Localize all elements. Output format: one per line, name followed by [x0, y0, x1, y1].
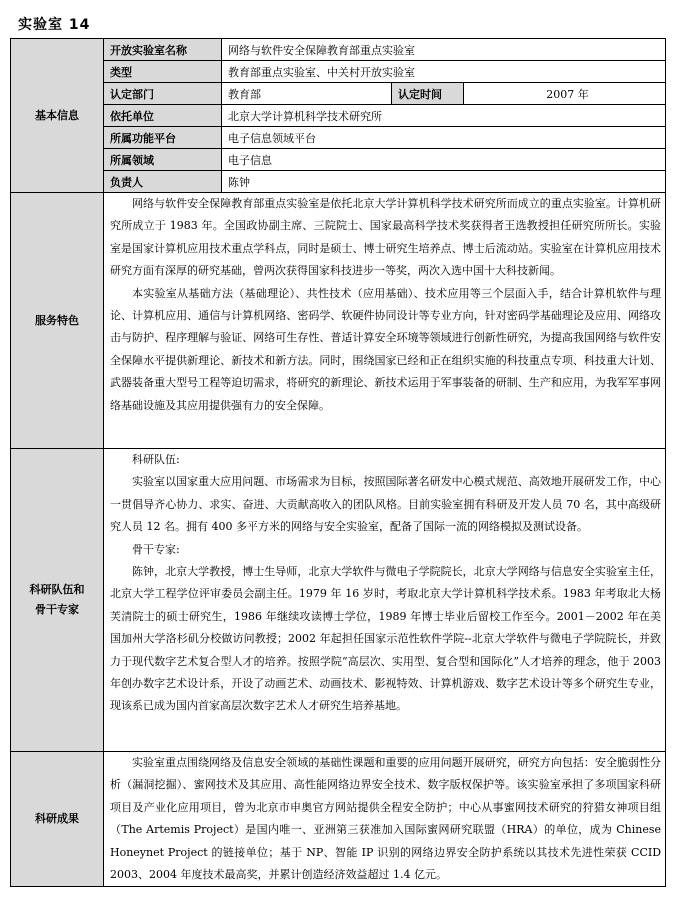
value-field: 电子信息 [222, 149, 666, 171]
row-lab-name [11, 39, 666, 61]
value-host: 北京大学计算机科学技术研究所 [222, 105, 666, 127]
row-leader [11, 171, 666, 193]
row-results [11, 752, 666, 887]
row-type [11, 61, 666, 83]
row-team [11, 449, 666, 752]
team-text [104, 449, 666, 752]
row-service [11, 193, 666, 449]
page-title: 实验室 14 [18, 17, 91, 33]
value-dept: 教育部 [222, 83, 392, 105]
label-lab-name: 开放实验室名称 [104, 39, 222, 61]
lab-info-table [10, 38, 666, 887]
results-text [104, 752, 666, 887]
team-paragraph: 实验室以国家重大应用问题、市场需求为目标，按照国际著名研发中心模式规范、高效地开展研发工作，中心一贯倡导齐心协力、求实、奋进、大贡献高收入的团队风格。目前实验室拥有科研及开发人员 70 名，其中高级研究人员 12 名。拥有 400 多平方米的网络与安全实验室，配备了国际一流的网络模拟及测试设备。 [110, 475, 662, 534]
expert-heading: 骨干专家: [132, 542, 180, 556]
service-paragraph: 网络与软件安全保障教育部重点实验室是依托北京大学计算机科学技术研究所而成立的重点实验室。计算机研究所成立于 1983 年。全国政协副主席、三院院士、国家最高科学技术奖获得者王选教授担任研究所所长。实验室是国家计算机应用技术重点学科点，同时是硕士、博士研究生培养点、博士后流动站。实验室在计算机应用技术研究方面有深厚的研究基础，曾两次获得国家科技进步一等奖，两次入选中国十大科技新闻。 [110, 197, 662, 278]
value-platform: 电子信息领域平台 [222, 127, 666, 149]
expert-paragraph: 陈钟，北京大学教授，博士生导师，北京大学软件与微电子学院院长，北京大学网络与信息安全实验室主任，北京大学工程学位评审委员会副主任。1979 年 16 岁时，考取北京大学计算机科学技术系。1983 年考取北大杨芙清院士的硕士研究生，1986 年继续攻读博士学位，1989 年博士毕业后留校工作至今。2001－2002 年在美国加州大学洛杉矶分校做访问教授；2002 年起担任国家示范性软件学院--北京大学软件与微电子学院院长，并致力于现代数字艺术复合型人才的培养。按照学院“高层次、实用型、复合型和国际化”人才培养的理念，他于 2003 年创办数字艺术设计系，开设了动画艺术、动画技术、影视特效、计算机游戏、数字艺术设计等多个研究生专业，现该系已成为国内首家高层次数字艺术人才研究生培养基地。 [110, 565, 662, 713]
service-text [104, 193, 666, 449]
section-results: 科研成果 [11, 752, 104, 887]
row-host [11, 105, 666, 127]
label-dept: 认定部门 [104, 83, 222, 105]
row-dept [11, 83, 666, 105]
section-team-line2: 骨干专家 [35, 603, 79, 616]
value-time: 2007 年 [464, 83, 666, 105]
label-time: 认定时间 [392, 83, 464, 105]
label-field: 所属领域 [104, 149, 222, 171]
value-leader: 陈钟 [222, 171, 666, 193]
team-heading: 科研队伍: [132, 453, 180, 466]
value-type: 教育部重点实验室、中关村开放实验室 [222, 61, 666, 83]
service-paragraph: 本实验室从基础方法（基础理论）、共性技术（应用基础）、技术应用等三个层面入手，结合计算机软件与理论、计算机应用、通信与计算机网络、密码学、软硬件协同设计等专业方向，针对密码学基础理论及应用、网络攻击与防护、程序理解与验证、网络可生存性、普适计算安全环境等领域进行创新性研究，为提高我国网络与软件安全保障水平提供新理论、新技术和新方法。同时，围绕国家已经和正在组织实施的科技重点专项、科技重大计划、武器装备重大型号工程等迫切需求，将研究的新理论、新技术运用于军事装备的研制、生产和应用，为我军军事网络基础设施及其应用提供强有力的安全保障。 [110, 286, 662, 412]
section-basic-info: 基本信息 [11, 39, 104, 193]
row-field [11, 149, 666, 171]
section-team-line1: 科研队伍和 [29, 583, 85, 596]
results-paragraph: 实验室重点围绕网络及信息安全领域的基础性课题和重要的应用问题开展研究，研究方向包括：安全脆弱性分析（漏洞挖掘）、蜜网技术及其应用、高性能网络边界安全技术、数字版权保护等。该实验室承担了多项国家科研项目及产业化应用项目，曾为北京市申奥官方网站提供全程安全防护；中心从事蜜网技术研究的狩猎女神项目组（The Artemis Project）是国内唯一、亚洲第三获准加入国际蜜网研究联盟（HRA）的单位，成为 Chinese Honeynet Project 的链接单位；基于 NP、智能 IP 识别的网络边界安全防护系统以其技术先进性荣获 CCID 2003、2004 年度技术最高奖，并累计创造经济效益超过 1.4 亿元。 [110, 756, 662, 882]
label-platform: 所属功能平台 [104, 127, 222, 149]
row-platform [11, 127, 666, 149]
label-host: 依托单位 [104, 105, 222, 127]
value-lab-name: 网络与软件安全保障教育部重点实验室 [222, 39, 666, 61]
section-team [11, 449, 104, 752]
label-leader: 负责人 [104, 171, 222, 193]
label-type: 类型 [104, 61, 222, 83]
section-service: 服务特色 [11, 193, 104, 449]
